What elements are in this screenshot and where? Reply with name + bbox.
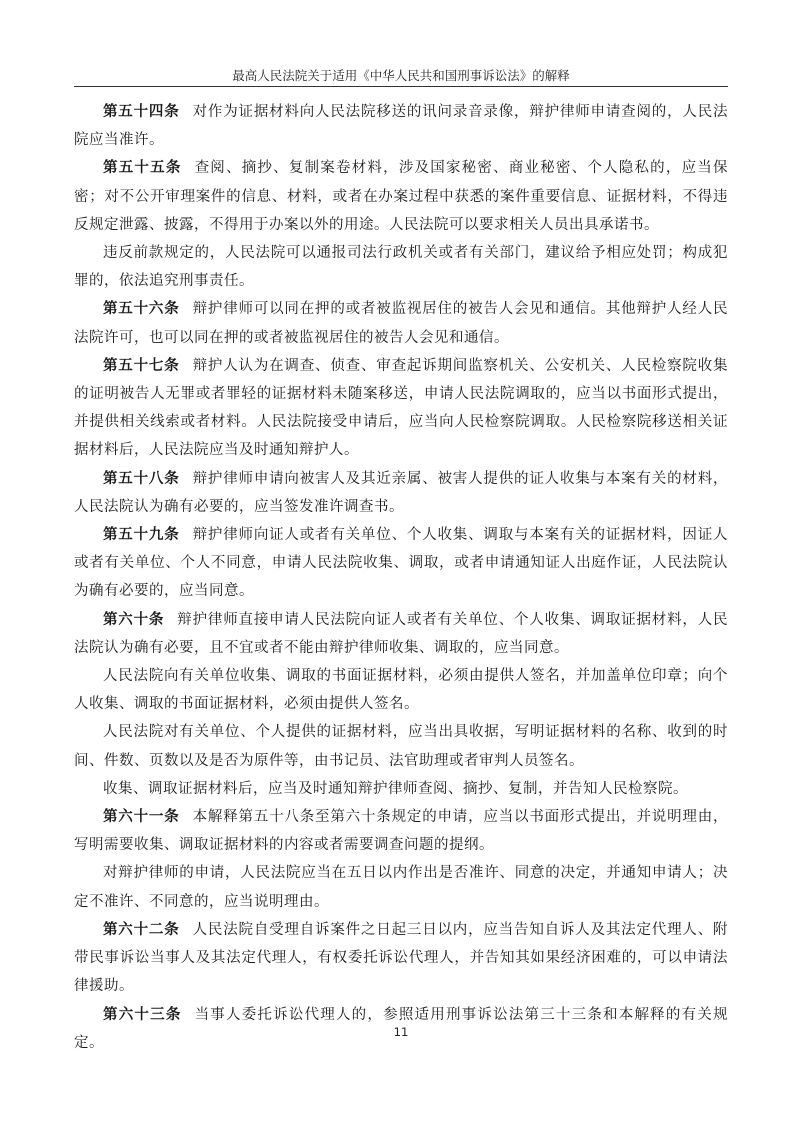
article-number: 第五十六条 [103, 301, 180, 318]
article-text: 查阅、摘抄、复制案卷材料，涉及国家秘密、商业秘密、个人隐私的，应当保密；对不公开审理案件的信息、材料，或者在办案过程中获悉的案件重要信息、证据材料，不得违反规定泄露、披露，不得用于办案以外的用途。人民法院可以要求相关人员出具承诺书。 [74, 160, 728, 233]
paragraph-text: 违反前款规定的，人民法院可以通报司法行政机关或者有关部门，建议给予相应处罚；构成犯罪的，依法追究刑事责任。 [74, 245, 728, 290]
paragraph-article-58 [74, 465, 728, 521]
header-divider [74, 86, 728, 87]
article-number: 第六十一条 [103, 809, 180, 826]
paragraph-article-59 [74, 521, 728, 606]
paragraph-text: 收集、调取证据材料后，应当及时通知辩护律师查阅、摘抄、复制，并告知人民检察院。 [103, 780, 688, 797]
paragraph-continuation [74, 239, 728, 295]
paragraph-article-57 [74, 352, 728, 465]
document-body [74, 98, 728, 1057]
paragraph-article-61 [74, 803, 728, 859]
article-number: 第六十条 [103, 611, 165, 628]
paragraph-text: 对辩护律师的申请，人民法院应当在五日以内作出是否准许、同意的决定，并通知申请人；决定不准许、不同意的，应当说明理由。 [74, 865, 728, 910]
article-text: 辩护人认为在调查、侦查、审查起诉期间监察机关、公安机关、人民检察院收集的证明被告人无罪或者罪轻的证据材料未随案移送，申请人民法院调取的，应当以书面形式提出，并提供相关线索或者材料。人民法院接受申请后，应当向人民检察院调取。人民检察院移送相关证据材料后，人民法院应当及时通知辩护人。 [74, 357, 729, 459]
article-text: 辩护律师直接申请人民法院向证人或者有关单位、个人收集、调取证据材料，人民法院认为确有必要，且不宜或者不能由辩护律师收集、调取的，应当同意。 [74, 611, 729, 656]
article-number: 第五十七条 [103, 357, 180, 374]
article-number: 第六十三条 [103, 1006, 182, 1023]
article-number: 第五十八条 [103, 470, 180, 487]
paragraph-text: 人民法院对有关单位、个人提供的证据材料，应当出具收据，写明证据材料的名称、收到的时间、件数、页数以及是否为原件等，由书记员、法官助理或者审判人员签名。 [74, 724, 728, 769]
paragraph-article-54 [74, 98, 728, 154]
article-number: 第六十二条 [103, 921, 180, 938]
page-number: 11 [393, 1025, 409, 1039]
paragraph-continuation [74, 718, 728, 774]
article-number: 第五十五条 [103, 160, 182, 177]
article-number: 第五十四条 [103, 104, 180, 120]
article-text: 辩护律师向证人或者有关单位、个人收集、调取与本案有关的证据材料，因证人或者有关单位、个人不同意，申请人民法院收集、调取，或者申请通知证人出庭作证，人民法院认为确有必要的，应当同意。 [74, 527, 729, 600]
paragraph-continuation [74, 775, 728, 803]
paragraph-continuation [74, 859, 728, 915]
article-text: 辩护律师申请向被害人及其近亲属、被害人提供的证人收集与本案有关的材料，人民法院认为确有必要的，应当签发准许调查书。 [74, 470, 729, 515]
paragraph-text: 人民法院向有关单位收集、调取的书面证据材料，必须由提供人签名，并加盖单位印章；向个人收集、调取的书面证据材料，必须由提供人签名。 [74, 668, 728, 713]
paragraph-continuation [74, 662, 728, 718]
paragraph-article-60 [74, 606, 728, 662]
article-text: 本解释第五十八条至第六十条规定的申请，应当以书面形式提出，并说明理由，写明需要收集、调取证据材料的内容或者需要调查问题的提纲。 [74, 809, 729, 854]
article-number: 第五十九条 [103, 527, 180, 544]
article-text: 人民法院自受理自诉案件之日起三日以内，应当告知自诉人及其法定代理人、附带民事诉讼当事人及其法定代理人，有权委托诉讼代理人，并告知其如果经济困难的，可以申请法律援助。 [74, 921, 729, 995]
paragraph-article-56 [74, 295, 728, 351]
article-text: 当事人委托诉讼代理人的，参照适用刑事诉讼法第三十三条和本解释的有关规定。 [74, 1006, 728, 1051]
paragraph-article-62 [74, 916, 728, 1001]
running-header: 最高人民法院关于适用《中华人民共和国刑事诉讼法》的解释 [232, 68, 570, 83]
article-text: 对作为证据材料向人民法院移送的讯问录音录像，辩护律师申请查阅的，人民法院应当准许。 [74, 104, 729, 149]
article-text: 辩护律师可以同在押的或者被监视居住的被告人会见和通信。其他辩护人经人民法院许可，也可以同在押的或者被监视居住的被告人会见和通信。 [74, 301, 729, 346]
paragraph-article-55 [74, 154, 728, 239]
